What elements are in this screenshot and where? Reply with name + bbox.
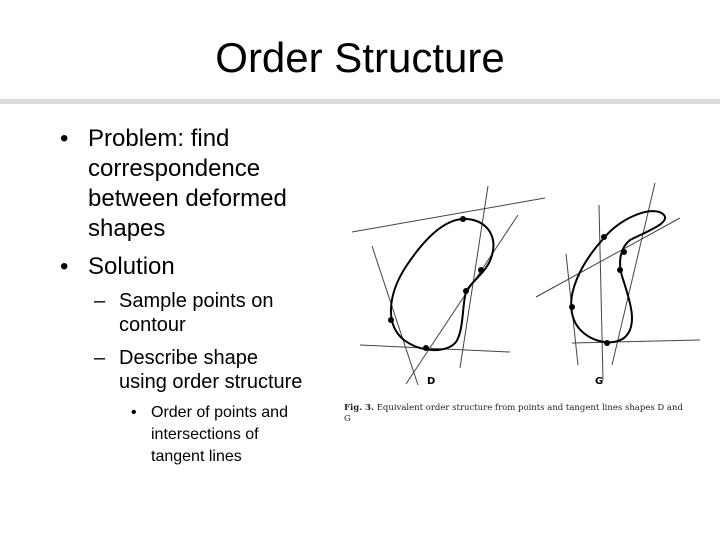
- shape-g-tangent-lines: [536, 183, 700, 380]
- bullet-problem-line-2: correspondence: [88, 155, 261, 182]
- bullet-marker: •: [60, 125, 69, 152]
- figure-caption: [344, 403, 714, 425]
- subsubbullet-order: [131, 402, 288, 468]
- subbullet-describe-line-1: Describe shape: [119, 347, 258, 369]
- subbullet-sample-line-1: Sample points on: [119, 290, 274, 312]
- shape-g-point: [601, 234, 607, 240]
- shape-g-label: G: [595, 376, 604, 387]
- shape-d-point: [478, 267, 484, 273]
- subsubbullet-line-1: Order of points and: [151, 404, 288, 421]
- subsubbullet-line-2: intersections of: [151, 426, 259, 443]
- bullet-marker: •: [60, 253, 69, 280]
- shape-d-point: [460, 216, 466, 222]
- subbullet-describe-line-2: using order structure: [119, 371, 303, 393]
- shape-d-point: [423, 345, 429, 351]
- shape-d-sample-points: [388, 216, 484, 351]
- shape-g-point: [604, 340, 610, 346]
- shape-d-point: [463, 288, 469, 294]
- order-structure-figure: [340, 175, 710, 435]
- dash-marker: –: [94, 290, 106, 312]
- slide-title: Order Structure: [215, 34, 505, 81]
- bullet-problem-line-1: Problem: find: [88, 125, 230, 152]
- shape-g-sample-points: [569, 234, 627, 346]
- bullet-problem-line-4: shapes: [88, 215, 166, 242]
- shape-g-point: [569, 304, 575, 310]
- bullet-solution: [60, 252, 175, 282]
- caption-text-line-2: G: [344, 414, 351, 424]
- shape-g-point: [617, 267, 623, 273]
- shape-d-tangent-lines: [352, 186, 545, 385]
- subbullet-sample-line-2: contour: [119, 314, 186, 336]
- shape-g-point: [621, 249, 627, 255]
- caption-text: Equivalent order structure from points and tangent lines shapes D and: [376, 403, 683, 413]
- bullet-problem: [60, 124, 287, 244]
- shape-d-point: [388, 317, 394, 323]
- subsubbullet-line-3: tangent lines: [151, 448, 242, 465]
- subbullet-describe-shape: [94, 346, 303, 394]
- shape-g-contour: [571, 211, 665, 342]
- bullet-problem-line-3: between deformed: [88, 185, 287, 212]
- shape-d-label: D: [427, 376, 436, 387]
- bullet-marker: •: [131, 404, 137, 421]
- shape-d-contour: [391, 219, 494, 350]
- dash-marker: –: [94, 347, 106, 369]
- subbullet-sample-points: [94, 289, 274, 337]
- caption-label: Fig. 3.: [344, 403, 374, 413]
- bullet-solution-text: Solution: [88, 253, 175, 280]
